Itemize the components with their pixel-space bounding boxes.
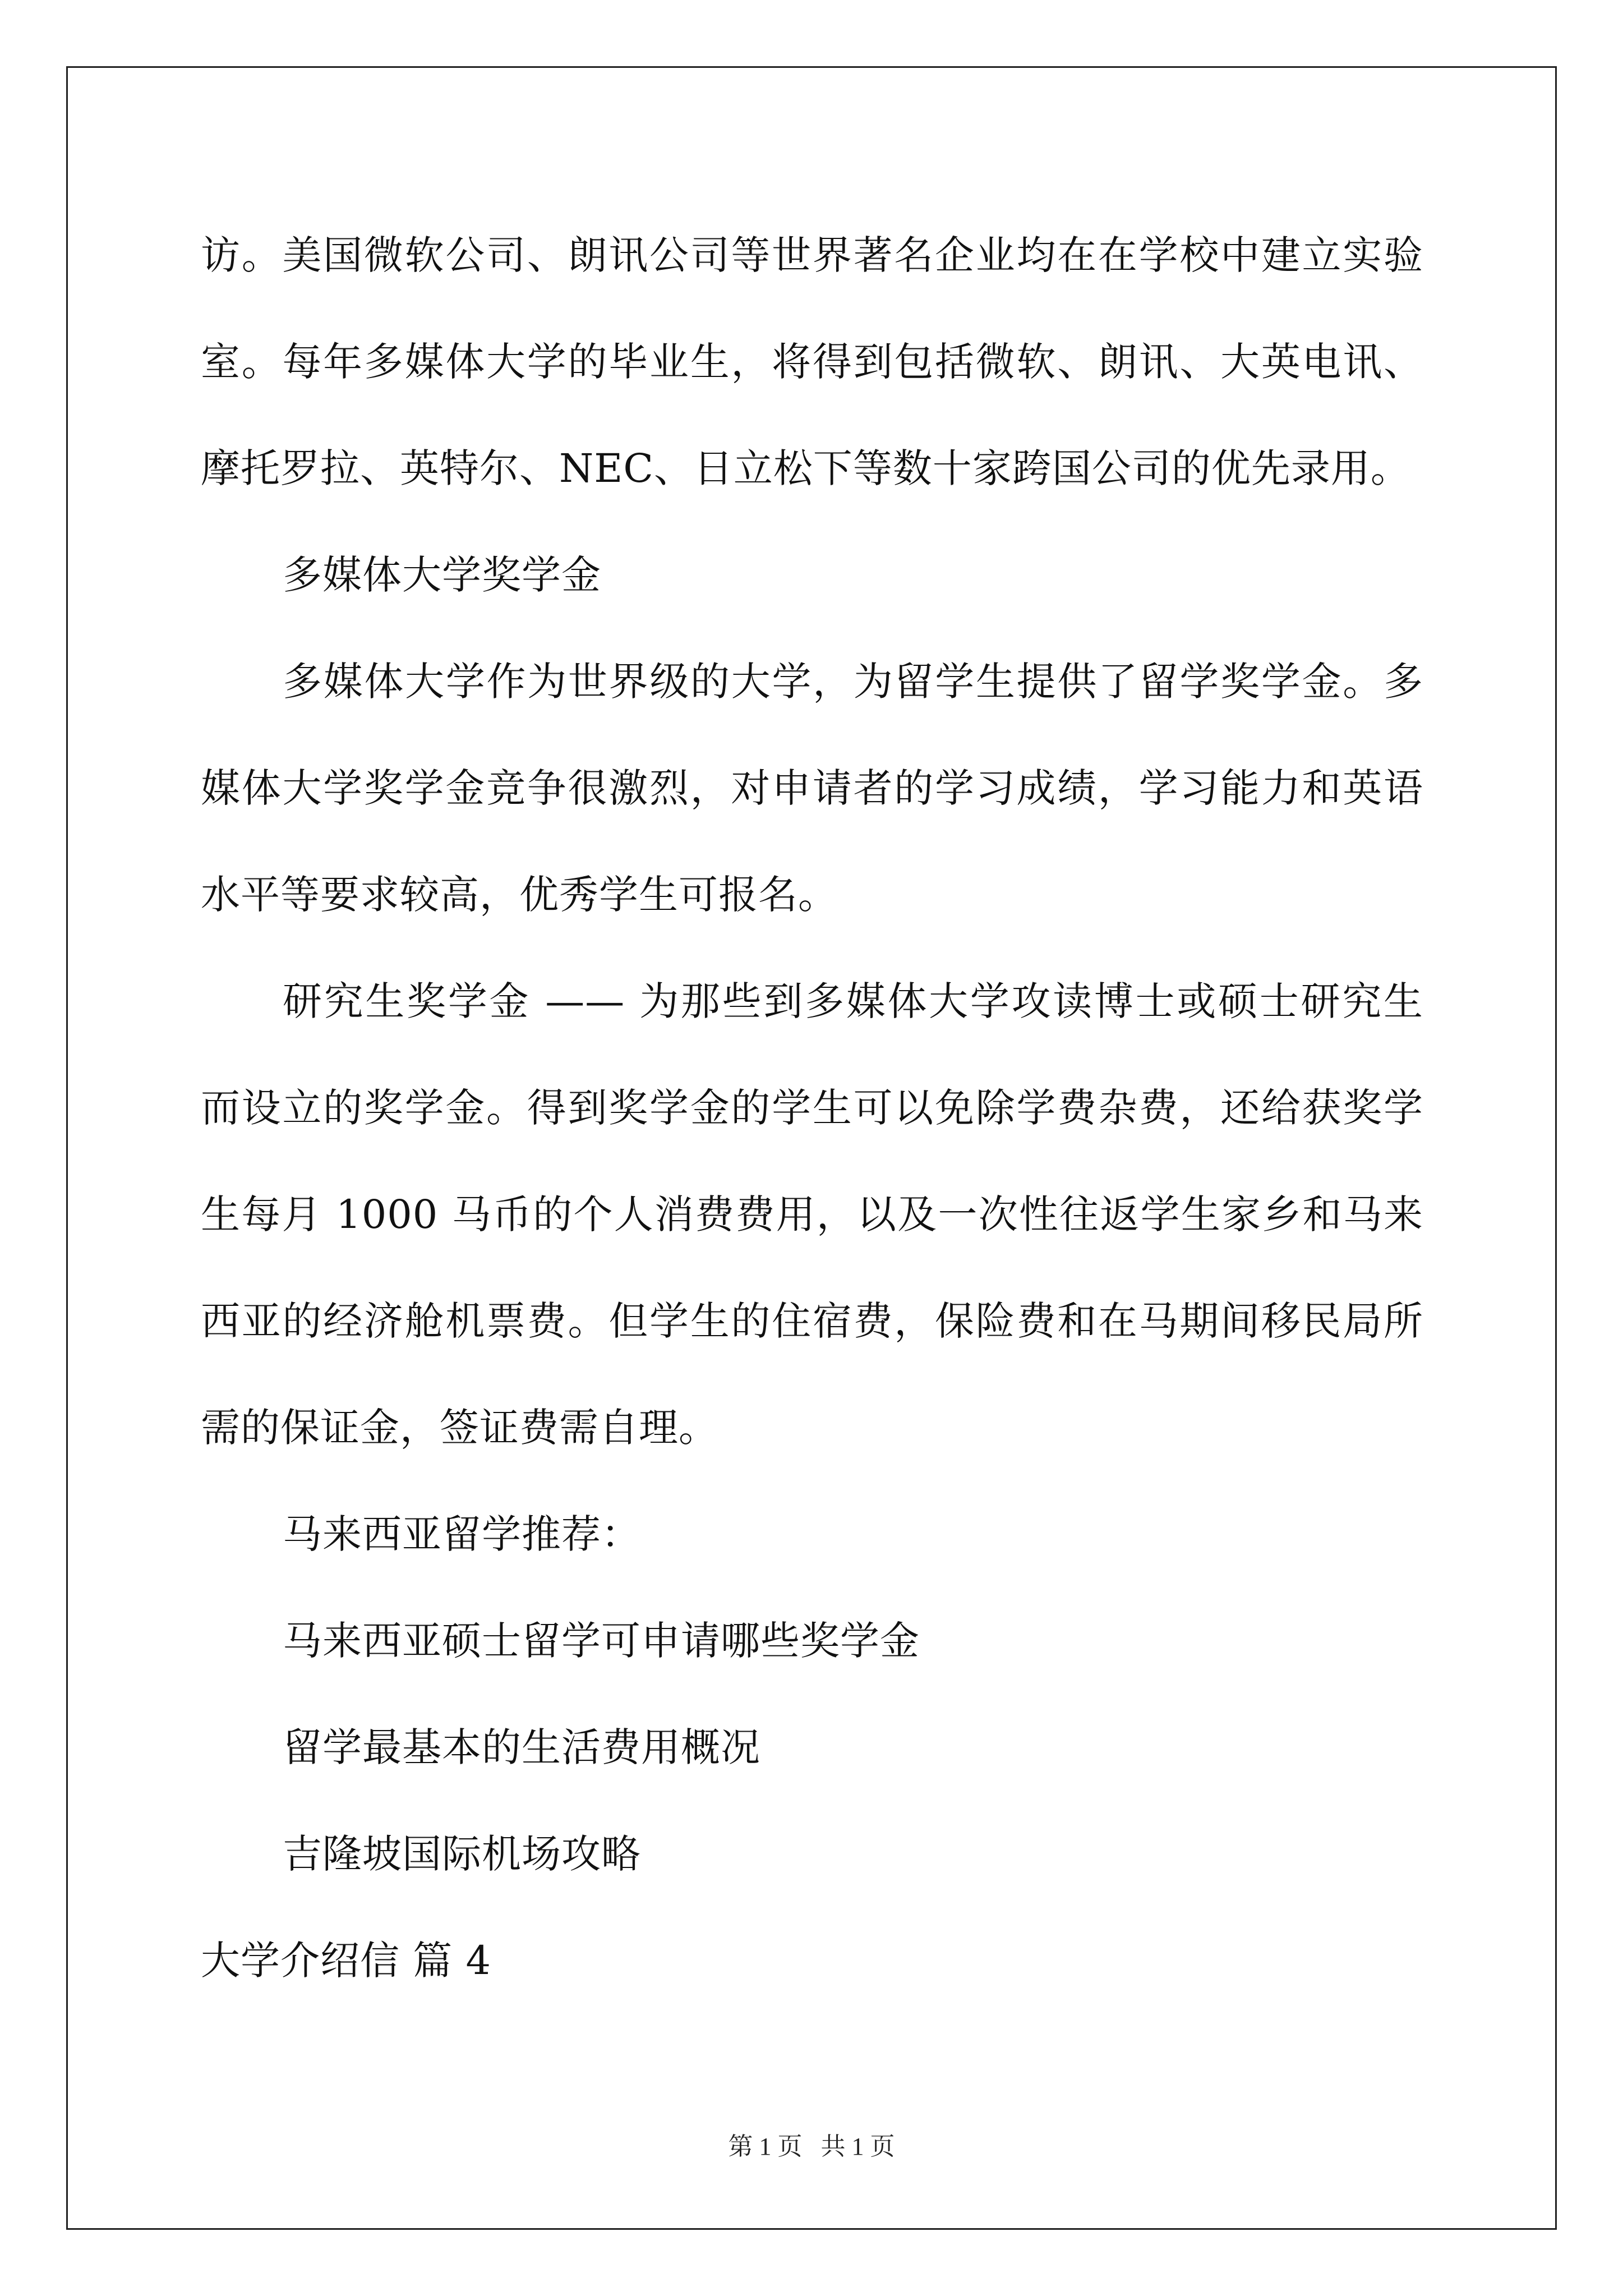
recommendation-link-2: 留学最基本的生活费用概况 — [283, 1724, 760, 1770]
page-footer: 第 1 页 共 1 页 — [728, 2133, 895, 2160]
section-heading: 大学介绍信 篇 4 — [201, 1938, 492, 1984]
recommendation-heading: 马来西亚留学推荐： — [283, 1511, 641, 1557]
recommendation-link-1: 马来西亚硕士留学可申请哪些奖学金 — [283, 1618, 920, 1664]
body-paragraph-3: 研究生奖学金 —— 为那些到多媒体大学攻读博士或硕士研究生而设立的奖学金。得到奖学金的学生可以免除学费杂费，还给获奖学生每月 1000 马币的个人消费费用，以及一次性往返学生家乡和马来西亚的经济舱机票费。但学生的住宿费，保险费和在马期间移民局所需的保证金，签证费需自理。 — [201, 978, 1423, 1451]
document-body — [201, 202, 1423, 2014]
scholarship-subheading: 多媒体大学奖学金 — [283, 552, 601, 598]
body-paragraph-2: 多媒体大学作为世界级的大学，为留学生提供了留学奖学金。多媒体大学奖学金竞争很激烈，对申请者的学习成绩，学习能力和英语水平等要求较高，优秀学生可报名。 — [201, 659, 1423, 918]
body-paragraph-1: 访。美国微软公司、朗讯公司等世界著名企业均在在学校中建立实验室。每年多媒体大学的毕业生，将得到包括微软、朗讯、大英电讯、摩托罗拉、英特尔、NEC、日立松下等数十家跨国公司的优先录用。 — [201, 232, 1423, 491]
recommendation-link-3: 吉隆坡国际机场攻略 — [283, 1831, 641, 1877]
